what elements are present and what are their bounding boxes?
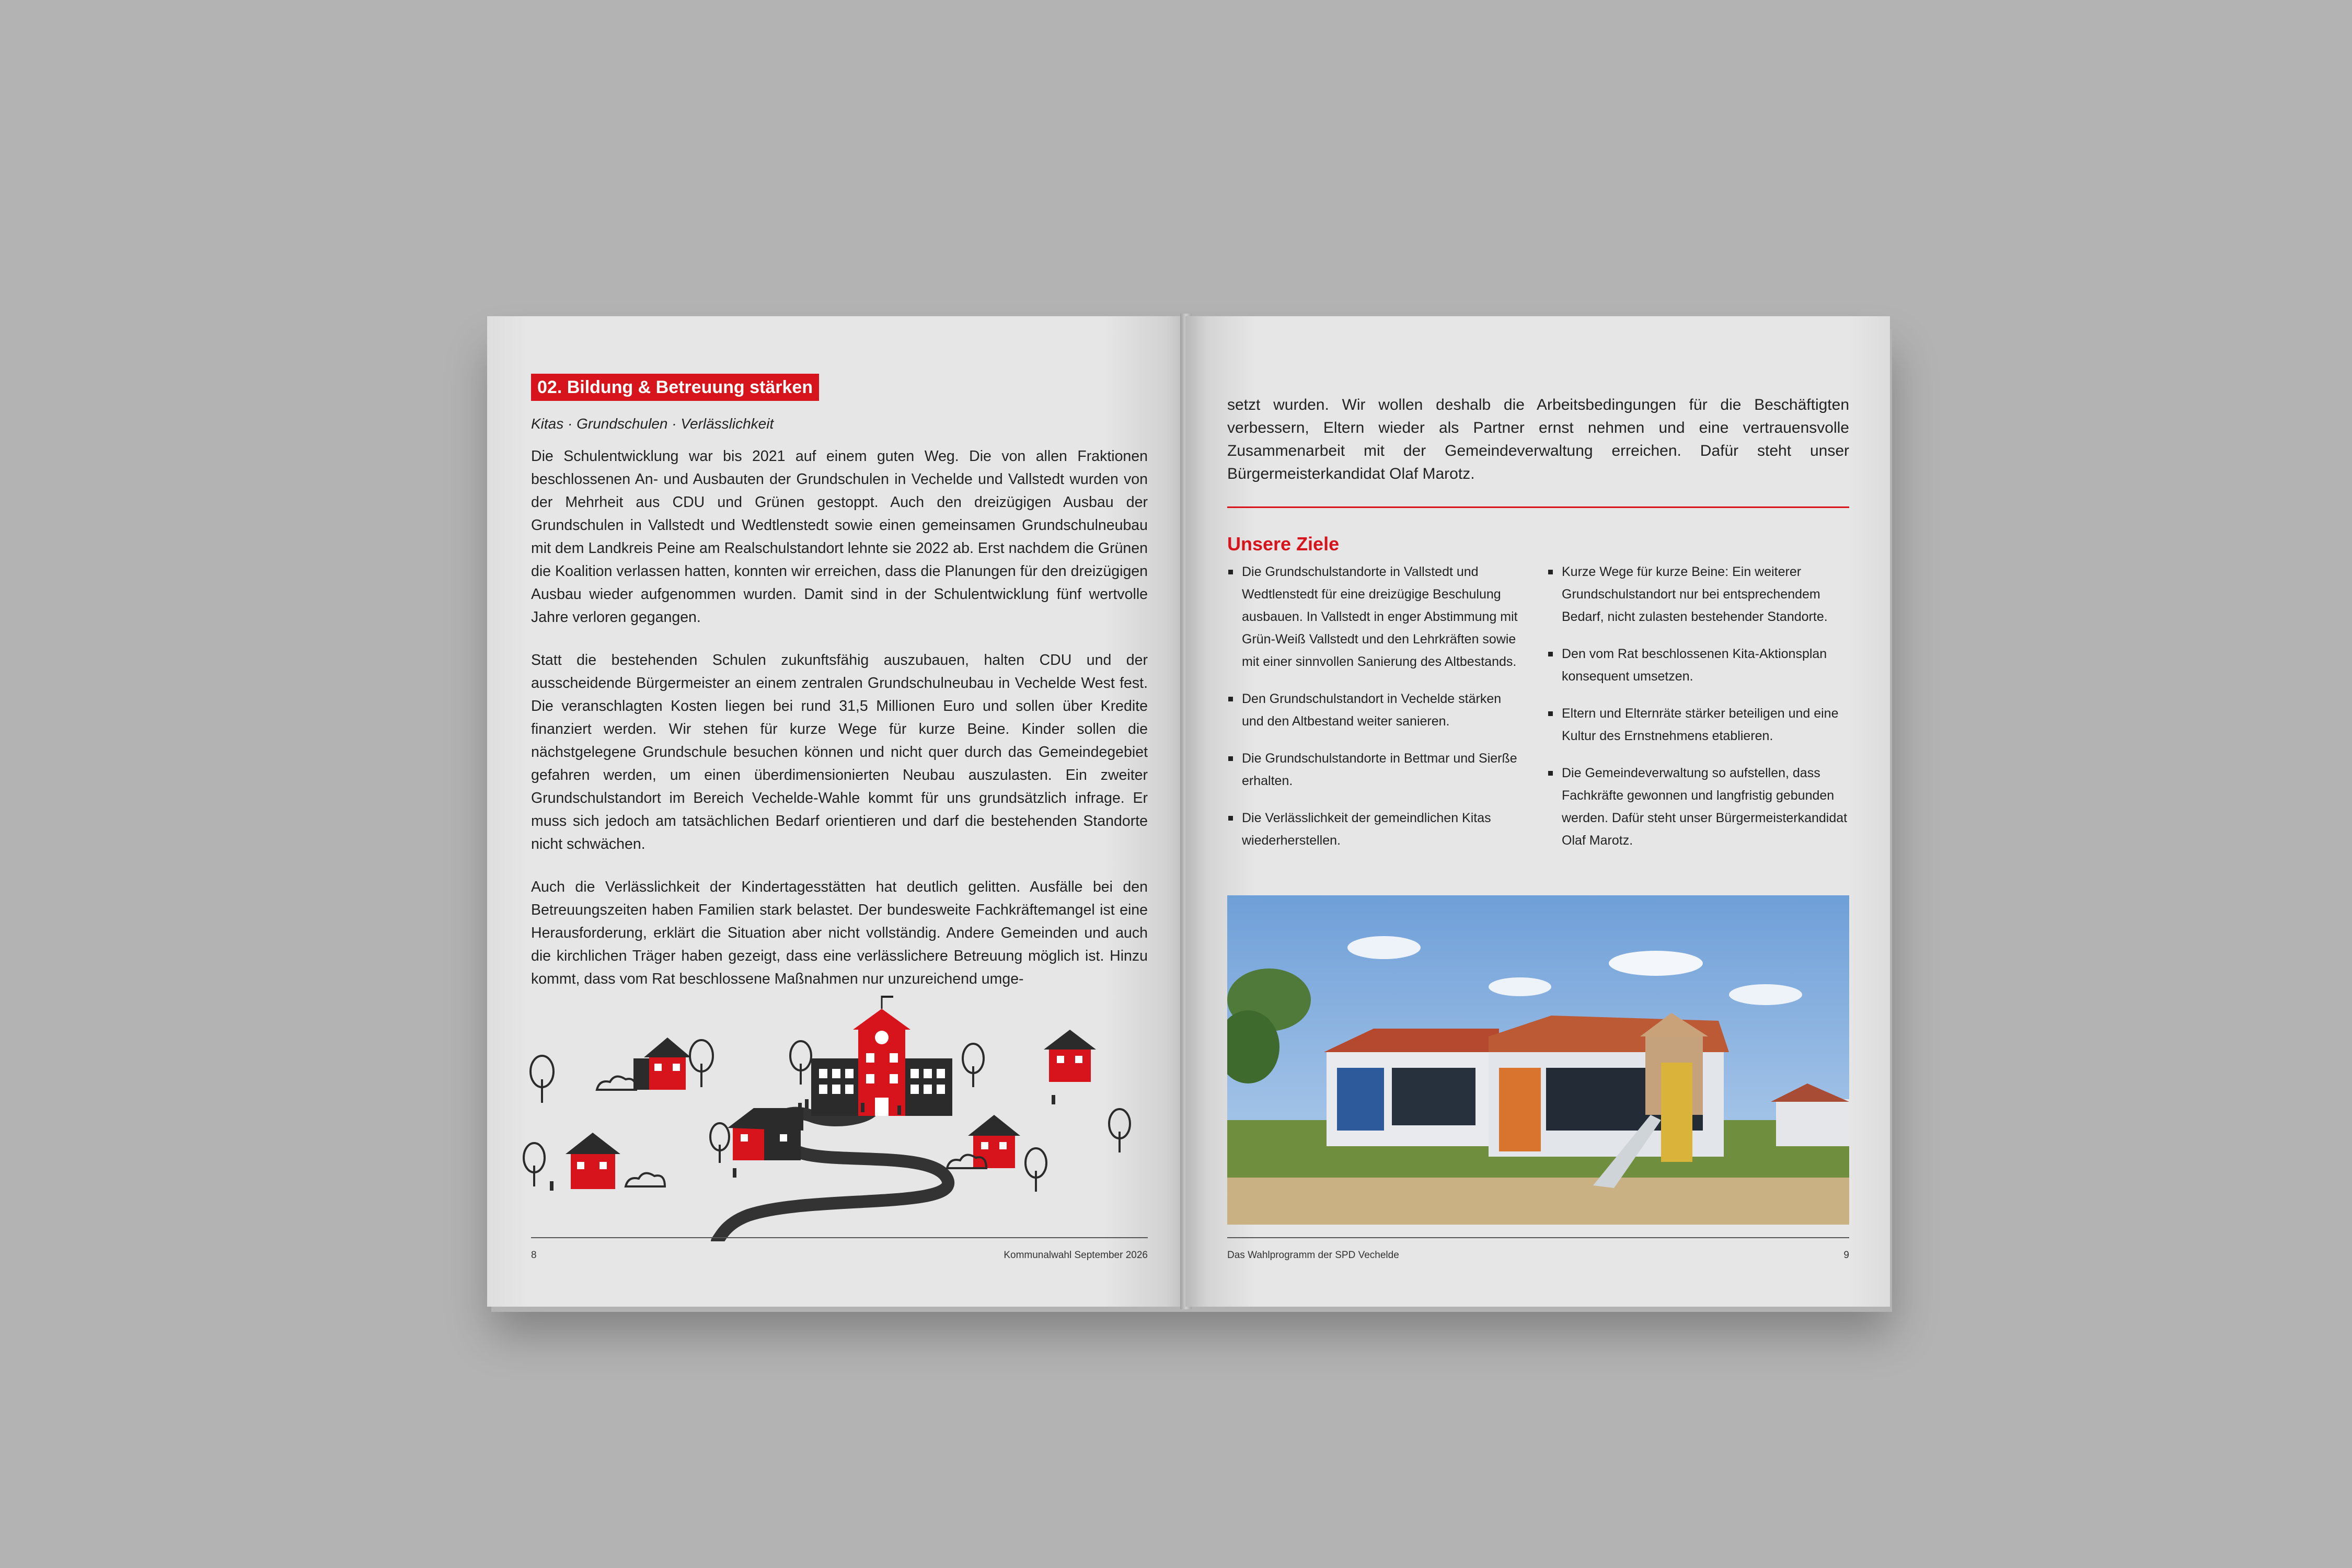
footer-rule [1227, 1237, 1849, 1238]
paragraph-kitas: Auch die Verlässlichkeit der Kindertagesstätten hat deutlich gelitten. Ausfälle bei den Betreuungszeiten haben Familien stark belastet. Der bundesweite Fachkräftemangel ist eine Herausforderung, erklärt die Situation aber nicht vollständig. Andere Gemeinden und auch die kirchlichen Träger haben gezeigt, dass eine verlässlichere Betreuung möglich ist. Hinzu kommt, dass vom Rat beschlossene Maßnahmen nur unzureichend umge- [531, 879, 1148, 987]
house-icon [728, 1108, 803, 1160]
goal-item: Die Verlässlichkeit der gemeindlichen Kitas wiederherstellen. [1227, 807, 1520, 852]
goal-item: Kurze Wege für kurze Beine: Ein weiterer Grundschulstandort nur bei entsprechendem Bedarf, nicht zulasten bestehender Standorte. [1547, 561, 1849, 628]
paragraph-schulentwicklung: Die Schulentwicklung war bis 2021 auf einem guten Weg. Die von allen Fraktionen beschlossenen An- und Ausbauten der Grundschulen in Vechelde und Vallstedt wurden von der Mehrheit aus CDU und Grünen gestoppt. Auch den dreizügigen Ausbau der Grundschulen in Vallstedt und Wedtlenstedt sowie einen gemeinsamen Grundschulneubau mit dem Landkreis Peine am Realschulstandort lehnte sie 2022 ab. Erst nachdem die Grünen die Koalition verlassen hatten, konnten wir erreichen, dass die Planungen für den dreizügigen Ausbau wieder aufgenommen wurden. Damit sind in der Schulentwicklung fünf wertvolle Jahre verloren gegangen. [531, 448, 1148, 626]
section-divider [1227, 506, 1849, 508]
school-icon [811, 996, 952, 1116]
house-icon [968, 1115, 1020, 1168]
goal-item: Den Grundschulstandort in Vechelde stärken und den Altbestand weiter sanieren. [1227, 688, 1520, 733]
chapter-subtitle: Kitas · Grundschulen · Verlässlichkeit [531, 416, 774, 432]
goal-item: Die Gemeindeverwaltung so aufstellen, dass Fachkräfte gewonnen und langfristig gebunden werden. Dafür steht unser Bürgermeisterkandidat Olaf Marotz. [1547, 762, 1849, 852]
page-number-right: 9 [1843, 1250, 1849, 1261]
goal-item: Die Grundschulstandorte in Bettmar und Sierße erhalten. [1227, 747, 1520, 792]
goal-item: Den vom Rat beschlossenen Kita-Aktionsplan konsequent umsetzen. [1547, 643, 1849, 688]
paragraph-continuation: setzt wurden. Wir wollen deshalb die Arbeitsbedingungen für die Beschäftigten verbessern, Eltern wieder als Partner ernst nehmen und eine vertrauensvolle Zusammenarbeit mit der Gemeindeverwaltung erreichen. Dafür steht unser Bürgermeisterkandidat Olaf Marotz. [1227, 396, 1849, 482]
paragraph-grundschulneubau: Statt die bestehenden Schulen zukunftsfähig auszubauen, halten CDU und der ausscheidende Bürgermeister an einem zentralen Grundschulneubau in Vechelde West fest. Die veranschlagten Kosten liegen bei rund 31,5 Millionen Euro und sollen über Kredite finanziert werden. Wir stehen für kurze Wege für kurze Beine. Kinder sollen die nächstgelegene Grundschule besuchen können und nicht quer durch das Gemeindegebiet gefahren werden, um einen überdimensionierten Neubau auszulasten. Ein zweiter Grundschulstandort im Bereich Vechelde-Wahle kommt für uns grundsätzlich infrage. Er muss sich jedoch am tatsächlichen Bedarf orientieren und darf die bestehenden Standorte nicht schwächen. [531, 652, 1148, 852]
section-title: Unsere Ziele [1227, 533, 1340, 555]
left-page [487, 316, 1187, 1307]
village-illustration [518, 996, 1146, 1241]
house-icon [633, 1037, 691, 1090]
footer-right: Das Wahlprogramm der SPD Vechelde [1227, 1250, 1399, 1261]
goals-list-right [1547, 561, 1849, 867]
goal-item: Die Grundschulstandorte in Vallstedt und Wedtlenstedt für eine dreizügige Beschulung ausbauen. In Vallstedt in enger Abstimmung mit Grün-Weiß Vallstedt und den Lehrkräften sowie mit einer sinnvollen Sanierung des Altbestands. [1227, 561, 1520, 673]
school-photo [1227, 895, 1849, 1225]
house-icon [566, 1133, 620, 1189]
goals-list-left [1227, 561, 1520, 867]
goal-item: Eltern und Elternräte stärker beteiligen und eine Kultur des Ernstnehmens etablieren. [1547, 702, 1849, 747]
page-number-left: 8 [531, 1250, 537, 1261]
chapter-title: 02. Bildung & Betreuung stärken [531, 374, 819, 401]
house-icon [1044, 1030, 1096, 1082]
right-page [1185, 316, 1890, 1307]
footer-left: Kommunalwahl September 2026 [1004, 1250, 1148, 1261]
footer-rule [531, 1237, 1148, 1238]
